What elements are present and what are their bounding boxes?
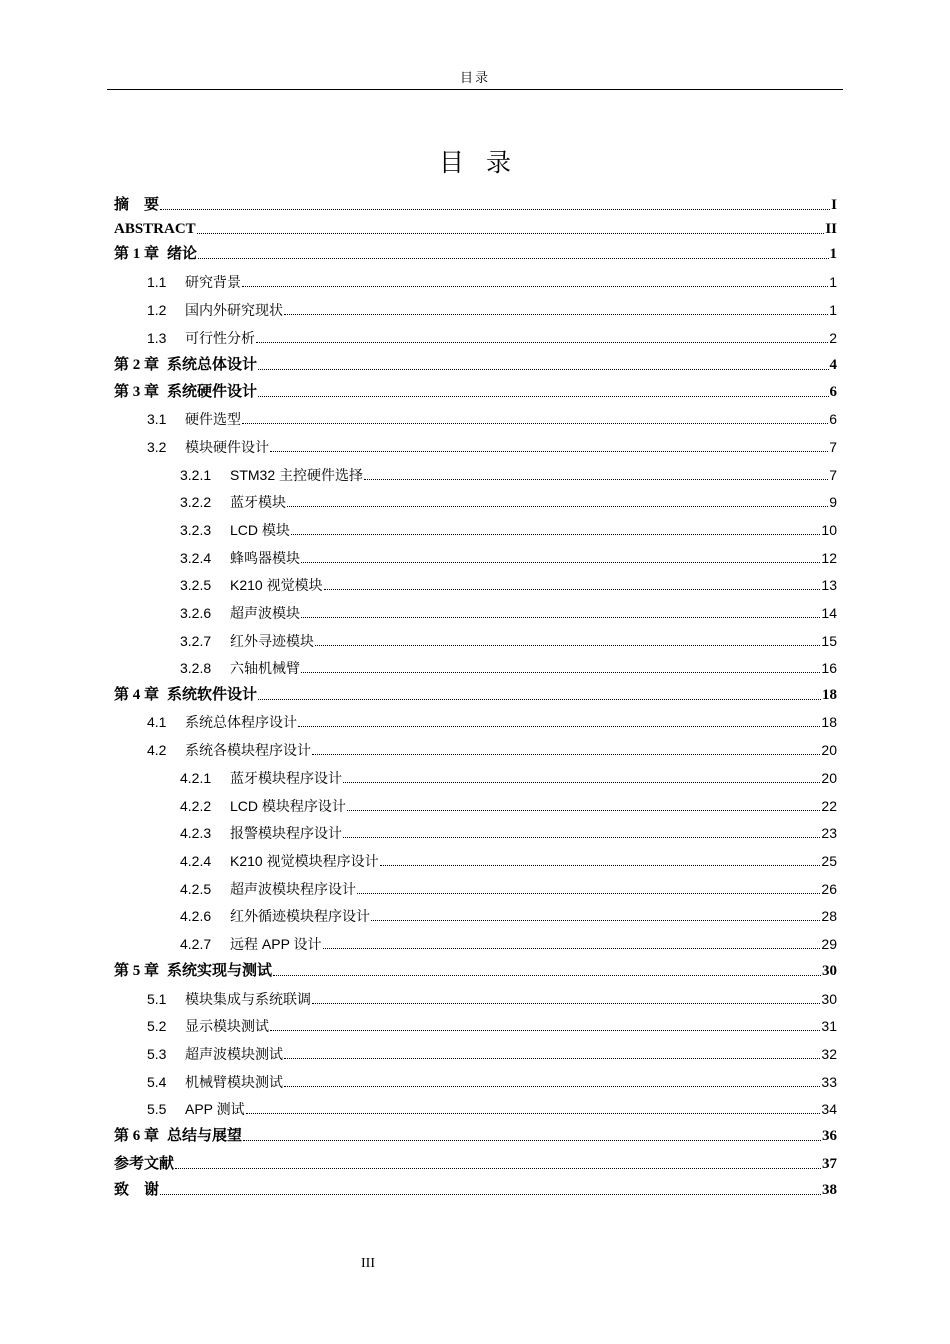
toc-entry-number: 1.2 [147,302,167,318]
toc-leader-dots [291,533,821,535]
toc-entry-page: 1 [829,302,837,318]
toc-entry-label: 报警模块程序设计 [230,825,342,841]
toc-leader-dots [347,809,821,811]
toc-leader-dots [160,208,830,210]
toc-entry[interactable] [114,243,837,265]
toc-entry-number: 4.2.1 [180,770,212,786]
toc-entry-number: 1.1 [147,274,167,290]
toc-entry[interactable] [114,381,837,403]
toc-leader-dots [198,257,828,259]
toc-entry-label: 蓝牙模块程序设计 [230,770,342,786]
toc-entry-page: 7 [829,467,837,483]
toc-entry-number: 3.2 [147,439,167,455]
toc-entry[interactable] [180,602,837,624]
toc-entry[interactable] [147,1071,837,1093]
toc-entry-page: 30 [821,991,837,1007]
toc-entry-number: 第 3 章 [114,384,160,400]
toc-entry-number: 3.2.7 [180,633,212,649]
toc-entry[interactable] [147,299,837,321]
toc-entry-label: 总结与展望 [167,1128,243,1144]
toc-leader-dots [160,1193,821,1195]
toc-entry-number: 3.2.2 [180,494,212,510]
toc-entry[interactable] [114,194,837,216]
toc-entry-number: 3.2.5 [180,577,212,593]
toc-entry-page: 14 [821,605,837,621]
toc-leader-dots [371,919,820,921]
header-rule [107,89,843,90]
page-number: III [361,1256,375,1271]
toc-entry[interactable] [114,1125,837,1147]
toc-entry-page: 13 [821,577,837,593]
toc-entry-number: 3.2.6 [180,605,212,621]
toc-entry[interactable] [180,464,837,486]
toc-entry[interactable] [147,711,837,733]
toc-entry[interactable] [147,1098,837,1120]
toc-entry-number: 第 1 章 [114,246,160,262]
toc-leader-dots [243,1139,821,1141]
toc-entry-label: 蜂鸣器模块 [230,550,300,566]
toc-entry[interactable] [180,491,837,513]
toc-entry-label: 模块集成与系统联调 [185,991,311,1007]
toc-leader-dots [380,864,821,866]
toc-entry-page: 9 [829,494,837,510]
toc-entry-page: 37 [822,1156,837,1172]
toc-entry-label: ABSTRACT [114,221,196,237]
toc-entry[interactable] [114,1153,837,1175]
toc-entry-label: 国内外研究现状 [185,302,283,318]
toc-leader-dots [258,368,828,370]
toc-entry-label: 蓝牙模块 [230,494,286,510]
toc-entry-number: 5.3 [147,1046,167,1062]
toc-entry[interactable] [147,271,837,293]
toc-entry[interactable] [180,767,837,789]
toc-entry[interactable] [180,657,837,679]
toc-entry-page: 4 [829,357,837,373]
toc-entry-number: 4.2.4 [180,853,212,869]
toc-entry-page: 20 [821,770,837,786]
running-header: 目录 [459,71,490,86]
toc-leader-dots [312,753,820,755]
toc-entry-page: 12 [821,550,837,566]
toc-entry-page: 25 [821,853,837,869]
toc-leader-dots [242,422,828,424]
toc-entry[interactable] [180,519,837,541]
toc-entry-number: 5.2 [147,1018,167,1034]
toc-entry[interactable] [180,878,837,900]
toc-entry-label: 远程 APP 设计 [230,936,322,952]
toc-entry-label: 系统软件设计 [167,687,258,703]
toc-entry[interactable] [147,1015,837,1037]
toc-leader-dots [258,395,828,397]
toc-entry-label: 参考文献 [114,1156,175,1172]
toc-entry-label: 超声波模块程序设计 [230,881,356,897]
toc-entry-label: K210 视觉模块 [230,577,323,593]
toc-entry-label: 系统实现与测试 [167,963,273,979]
toc-leader-dots [298,725,820,727]
toc-entry-label: LCD 模块 [230,522,290,538]
toc-entry[interactable] [147,327,837,349]
toc-entry-number: 第 6 章 [114,1128,160,1144]
toc-entry[interactable] [114,218,837,240]
toc-entry-label: 六轴机械臂 [230,660,300,676]
toc-leader-dots [258,698,821,700]
toc-entry-page: 10 [821,522,837,538]
toc-entry-number: 4.2.3 [180,825,212,841]
toc-entry-page: 23 [821,825,837,841]
toc-leader-dots [284,1057,820,1059]
toc-entry[interactable] [180,795,837,817]
toc-leader-dots [312,1002,820,1004]
toc-entry-page: 1 [829,274,837,290]
toc-entry-label: K210 视觉模块程序设计 [230,853,379,869]
toc-entry-label: 系统硬件设计 [167,384,258,400]
toc-entry-label: 模块硬件设计 [185,439,269,455]
toc-leader-dots [175,1167,821,1169]
toc-entry-label: 红外循迹模块程序设计 [230,908,370,924]
toc-entry-number: 3.2.3 [180,522,212,538]
toc-entry-label: 硬件选型 [185,411,241,427]
toc-leader-dots [270,450,828,452]
toc-entry-page: 1 [829,246,837,262]
toc-entry[interactable] [114,960,837,982]
toc-entry[interactable] [180,630,837,652]
toc-entry-label: LCD 模块程序设计 [230,798,346,814]
toc-leader-dots [284,313,828,315]
toc-entry-label: 超声波模块 [230,605,300,621]
toc-entry-number: 4.2.7 [180,936,212,952]
toc-entry-page: 20 [821,742,837,758]
toc-entry-page: 6 [829,384,837,400]
toc-entry-page: 2 [829,330,837,346]
toc-entry-label: 绪论 [167,246,198,262]
toc-entry[interactable] [147,739,837,761]
toc-entry[interactable] [147,408,837,430]
toc-leader-dots [246,1112,821,1114]
toc-entry-page: 32 [821,1046,837,1062]
toc-entry-label: 系统总体程序设计 [185,714,297,730]
toc-entry-page: 18 [821,714,837,730]
toc-leader-dots [301,561,820,563]
toc-entry-page: I [831,197,837,213]
toc-entry[interactable] [147,988,837,1010]
toc-entry[interactable] [180,850,837,872]
toc-entry-label: 可行性分析 [185,330,255,346]
toc-entry-page: 38 [822,1182,837,1198]
toc-entry-label: 机械臂模块测试 [185,1074,283,1090]
toc-entry-label: 摘 要 [114,197,160,213]
toc-entry-page: 34 [821,1101,837,1117]
toc-entry[interactable] [114,354,837,376]
toc-leader-dots [323,947,821,949]
toc-entry-page: 16 [821,660,837,676]
toc-entry-label: 致 谢 [114,1182,160,1198]
toc-entry-label: STM32 主控硬件选择 [230,467,364,483]
toc-leader-dots [324,588,821,590]
toc-leader-dots [357,892,820,894]
toc-entry-page: II [825,221,837,237]
toc-entry-number: 4.2.5 [180,881,212,897]
toc-entry-label: APP 测试 [185,1101,245,1117]
toc-entry-page: 30 [822,963,837,979]
toc-entry-number: 3.2.8 [180,660,212,676]
toc-entry[interactable] [114,684,837,706]
toc-entry-label: 研究背景 [185,274,241,290]
toc-entry-page: 15 [821,633,837,649]
toc-entry-number: 第 4 章 [114,687,160,703]
toc-entry-number: 4.2.2 [180,798,212,814]
toc-entry-label: 红外寻迹模块 [230,633,314,649]
toc-leader-dots [270,1029,820,1031]
toc-entry-page: 7 [829,439,837,455]
toc-entry[interactable] [180,905,837,927]
toc-entry-number: 4.2 [147,742,167,758]
toc-leader-dots [343,836,820,838]
toc-entry-page: 31 [821,1018,837,1034]
toc-entry-number: 第 2 章 [114,357,160,373]
toc-entry[interactable] [114,1179,837,1201]
toc-title: 目录 [438,148,533,177]
toc-leader-dots [364,478,828,480]
toc-entry[interactable] [147,1043,837,1065]
toc-entry[interactable] [180,574,837,596]
toc-entry[interactable] [147,436,837,458]
toc-leader-dots [284,1085,820,1087]
toc-entry-page: 6 [829,411,837,427]
toc-entry-number: 3.1 [147,411,167,427]
toc-leader-dots [343,781,820,783]
toc-leader-dots [273,974,821,976]
toc-entry-page: 26 [821,881,837,897]
toc-leader-dots [315,644,820,646]
toc-entry-page: 18 [822,687,837,703]
toc-entry-page: 33 [821,1074,837,1090]
toc-entry[interactable] [180,933,837,955]
toc-entry-number: 4.2.6 [180,908,212,924]
toc-entry-number: 第 5 章 [114,963,160,979]
toc-entry-number: 1.3 [147,330,167,346]
toc-entry-label: 超声波模块测试 [185,1046,283,1062]
toc-leader-dots [242,285,828,287]
toc-entry-label: 系统各模块程序设计 [185,742,311,758]
toc-leader-dots [287,505,828,507]
toc-entry[interactable] [180,822,837,844]
toc-entry-number: 5.5 [147,1101,167,1117]
toc-entry-number: 3.2.4 [180,550,212,566]
toc-leader-dots [197,232,825,234]
toc-entry-label: 系统总体设计 [167,357,258,373]
toc-entry-page: 29 [821,936,837,952]
toc-entry-number: 4.1 [147,714,167,730]
toc-leader-dots [301,671,820,673]
toc-entry[interactable] [180,547,837,569]
toc-entry-number: 3.2.1 [180,467,212,483]
toc-leader-dots [301,616,820,618]
toc-leader-dots [256,341,828,343]
toc-entry-label: 显示模块测试 [185,1018,269,1034]
toc-entry-number: 5.1 [147,991,167,1007]
toc-entry-page: 28 [821,908,837,924]
toc-entry-page: 36 [822,1128,837,1144]
toc-entry-page: 22 [821,798,837,814]
toc-entry-number: 5.4 [147,1074,167,1090]
